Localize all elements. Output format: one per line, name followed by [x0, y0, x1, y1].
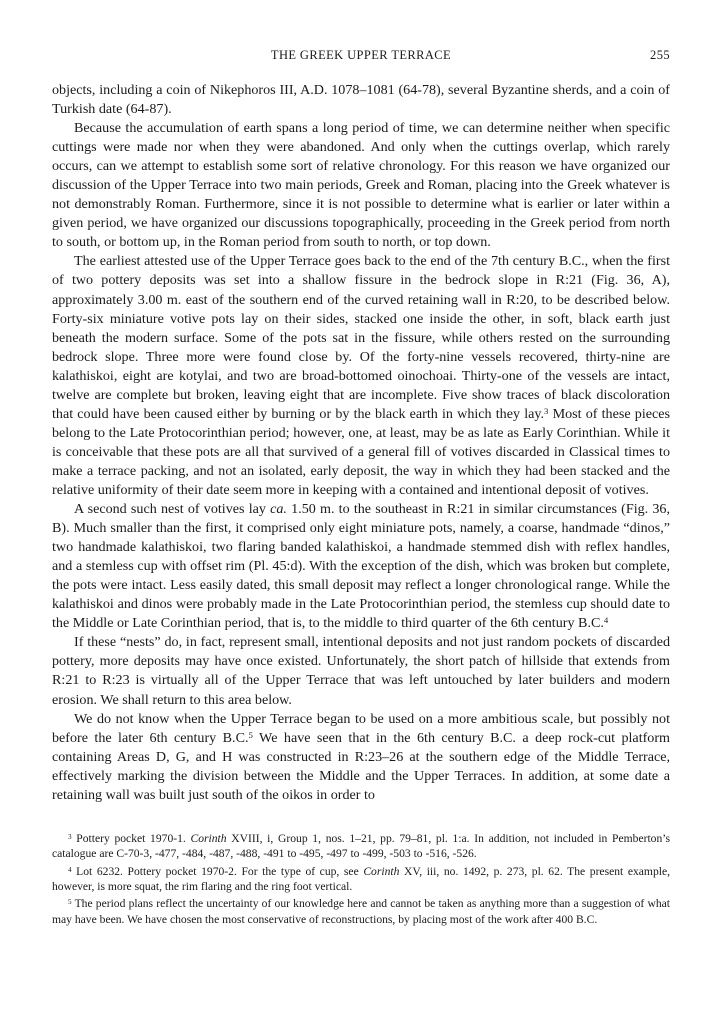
paragraph: We do not know when the Upper Terrace began to be used on a more ambitious scale, but possibly not before the later 6th century B.C.$^5$ We have seen that in the 6th century B.C. a deep rock-cut platform containing Areas D, G, and H was constructed in R:23–26 at the southern edge of the Middle Terrace, effectively marking the division between the Middle and the Upper Terraces. In addition, at some date a retaining wall was built just south of the oikos in order to: [52, 710, 671, 803]
footnotes: [52, 831, 670, 927]
paragraph: The earliest attested use of the Upper Terrace goes back to the end of the 7th century B.C., when the first of two pottery deposits was set into a shallow fissure in the bedrock slope in R:21 (Fig. 36, A), approximately 3.00 m. east of the southern end of the curved retaining wall in R:20, to be described below. Forty-six miniature votive pots lay on their sides, stacked one inside the other, in soft, black earth just beneath the modern surface. Some of the pots sat in the fissure, while others rested on the surrounding bedrock slope. Three more were found close by. Of the forty-nine vessels recovered, thirty-nine are kalathiskoi, eight are kotylai, and two are broad-bottomed oinochoai. Thirty-one of the vessels are intact, twelve are complete but broken, leaving eight that are incomplete. Five show traces of black discoloration that could have been caused either by burning or by the black earth in which they lay.$^3$ Most of these pieces belong to the Late Protocorinthian period; however, one, at least, may be as late as Early Corinthian. While it is conceivable that these pots are all that survived of a general fill of votives discarded in Classical times to make a terrace packing, and not an isolated, early deposit, the way in which they had been stacked and the relative uniformity of their date seem more in keeping with a contained and intentional deposit of votives.: [52, 253, 670, 498]
page: [52, 48, 670, 929]
page-number: 255: [650, 48, 670, 62]
footnote: $^3$ Pottery pocket 1970-1. Corinth XVIII, i, Group 1, nos. 1–21, pp. 79–81, pl. 1:a. In addition, not included in Pemberton’s catalogue are C-70-3, -477, -484, -487, -488, -491 to -495, -497 to -499, -503 to -516, -526.: [52, 831, 670, 861]
footnote: $^5$ The period plans reflect the uncertainty of our knowledge here and cannot be taken as anything more than a suggestion of what may have been. We have chosen the most conservative of reconstructions, by placing most of the work after 400 B.C.: [52, 897, 670, 926]
footnote-ref: 5: [248, 729, 253, 740]
paragraph: A second such nest of votives lay ca. 1.50 m. to the southeast in R:21 in similar circumstances (Fig. 36, B). Much smaller than the first, it comprised only eight miniature pots, namely, a coarse, handmade “dinos,” two handmade kalathiskoi, two flaring banded kalathiskoi, a handmade stemmed dish with reflex handles, and a stemless cup with offset rim (Pl. 45:d). With the exception of the dish, which was broken but complete, the pots were intact. Less easily dated, this small deposit may reflect a longer chronological range. While the kalathiskoi and dinos were probably made in the Late Protocorinthian period, the stemless cup should date to the Middle or Late Corinthian period, that is, to the middle to third quarter of the 6th century B.C.$^4$: [52, 501, 670, 632]
running-title: THE GREEK UPPER TERRACE: [270, 48, 452, 62]
footnote-ref: 4: [603, 615, 609, 626]
running-header: [52, 48, 670, 68]
paragraph: Because the accumulation of earth spans a long period of time, we can determine neither when specific cuttings were made nor when they were abandoned. And only when the cuttings overlap, which rarely occurs, can we attempt to establish some sort of relative chronology. For this reason we have organized our discussion of the Upper Terrace into two main periods, Greek and Roman, placing into the Greek whatever is not demonstrably Roman. Furthermore, since it is not possible to determine what is earlier or later within a given period, we have organized our discussions topographically, proceeding in the Greek period from north to south, or bottom up, in the Roman period from south to north, or top down.: [52, 120, 670, 251]
footnote-ref: 3: [544, 405, 549, 416]
paragraph: If these “nests” do, in fact, represent small, intentional deposits and not just random pockets of discarded pottery, more deposits may have once existed. Unfortunately, the short patch of hillside that extends from R:21 to R:23 is virtually all of the Upper Terrace that was left untouched by later builders and modern erosion. We shall return to this area below.: [52, 634, 670, 708]
body-text: [52, 81, 670, 805]
footnote: $^4$ Lot 6232. Pottery pocket 1970-2. For the type of cup, see Corinth XV, iii, no. 1492, p. 273, pl. 62. The present example, however, is more squat, the rim flaring and the ring foot vertical.: [52, 864, 671, 893]
paragraph: objects, including a coin of Nikephoros III, A.D. 1078–1081 (64-78), several Byzantine sherds, and a coin of Turkish date (64-87).: [52, 82, 670, 118]
